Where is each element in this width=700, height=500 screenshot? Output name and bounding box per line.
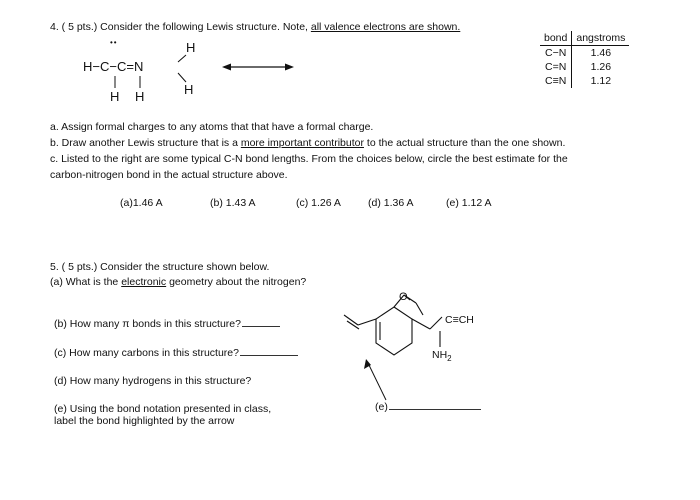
q5-part-a: (a) What is the electronic geometry about the nitrogen? bbox=[50, 276, 307, 288]
q5-e-answer: (e) bbox=[375, 401, 481, 413]
resonance-arrow-icon bbox=[222, 61, 294, 73]
q5-part-d: (d) How many hydrogens in this structure? bbox=[54, 375, 252, 387]
cyclohexene-ring bbox=[376, 307, 412, 355]
answer-blank-b[interactable] bbox=[242, 325, 280, 327]
q4-part-b: b. Draw another Lewis structure that is a more important contributor to the actual structure than the one shown. bbox=[50, 137, 566, 149]
choice-b[interactable]: (b) 1.43 A bbox=[210, 197, 256, 209]
vinyl-bond bbox=[358, 319, 376, 325]
table-row: C−N 1.46 bbox=[540, 46, 629, 61]
answer-blank-e[interactable] bbox=[389, 408, 481, 410]
q4-header-underlined: all valence electrons are shown. bbox=[310, 21, 461, 33]
q5-part-c: (c) How many carbons in this structure? bbox=[54, 347, 298, 359]
alkyne-label: C≡CH bbox=[445, 314, 474, 326]
bond-table-col-angstroms: angstroms bbox=[572, 31, 630, 46]
q5-part-b: (b) How many π bonds in this structure? bbox=[54, 318, 280, 330]
lewis-bottom-left-h: H bbox=[110, 89, 120, 104]
choice-e[interactable]: (e) 1.12 A bbox=[446, 197, 492, 209]
choice-a[interactable]: (a)1.46 A bbox=[120, 197, 163, 209]
q5-header: 5. ( 5 pts.) Consider the structure shown below. bbox=[50, 261, 270, 273]
bond-length-table bbox=[540, 31, 629, 88]
lewis-bonds bbox=[0, 0, 260, 110]
lewis-main-chain: H−C−C=N bbox=[83, 59, 144, 74]
q5-skeletal-structure bbox=[330, 285, 500, 405]
answer-blank-c[interactable] bbox=[240, 354, 298, 356]
choice-c[interactable]: (c) 1.26 A bbox=[296, 197, 341, 209]
oxygen-label: O bbox=[399, 291, 408, 303]
lewis-top-h: H bbox=[186, 40, 196, 55]
q4-part-c-line1: c. Listed to the right are some typical C-N bond lengths. From the choices below, circle the best estimate for the bbox=[50, 153, 568, 165]
q4-header-text: 4. ( 5 pts.) Consider the following Lewis structure. Note, bbox=[50, 21, 311, 33]
q4-part-a: a. Assign formal charges to any atoms that that have a formal charge. bbox=[50, 121, 374, 133]
amine-label: $NH_2$ bbox=[432, 349, 452, 364]
choice-d[interactable]: (d) 1.36 A bbox=[368, 197, 414, 209]
table-row: C≡N 1.12 bbox=[540, 74, 629, 88]
highlight-arrow bbox=[368, 363, 386, 400]
lone-pair: •• bbox=[110, 38, 118, 47]
n-h-bottom-bond bbox=[178, 73, 186, 82]
bond-table-col-bond: bond bbox=[540, 31, 572, 46]
lewis-bottom-mid-h: H bbox=[135, 89, 145, 104]
q5-part-e-line1: (e) Using the bond notation presented in class, bbox=[54, 403, 272, 415]
q5-part-e-line2: label the bond highlighted by the arrow bbox=[54, 415, 235, 427]
n-h-top-bond bbox=[178, 55, 186, 62]
table-row: C=N 1.26 bbox=[540, 60, 629, 74]
lewis-bottom-right-h: H bbox=[184, 82, 194, 97]
q4-part-c-line2: carbon-nitrogen bond in the actual structure above. bbox=[50, 169, 288, 181]
